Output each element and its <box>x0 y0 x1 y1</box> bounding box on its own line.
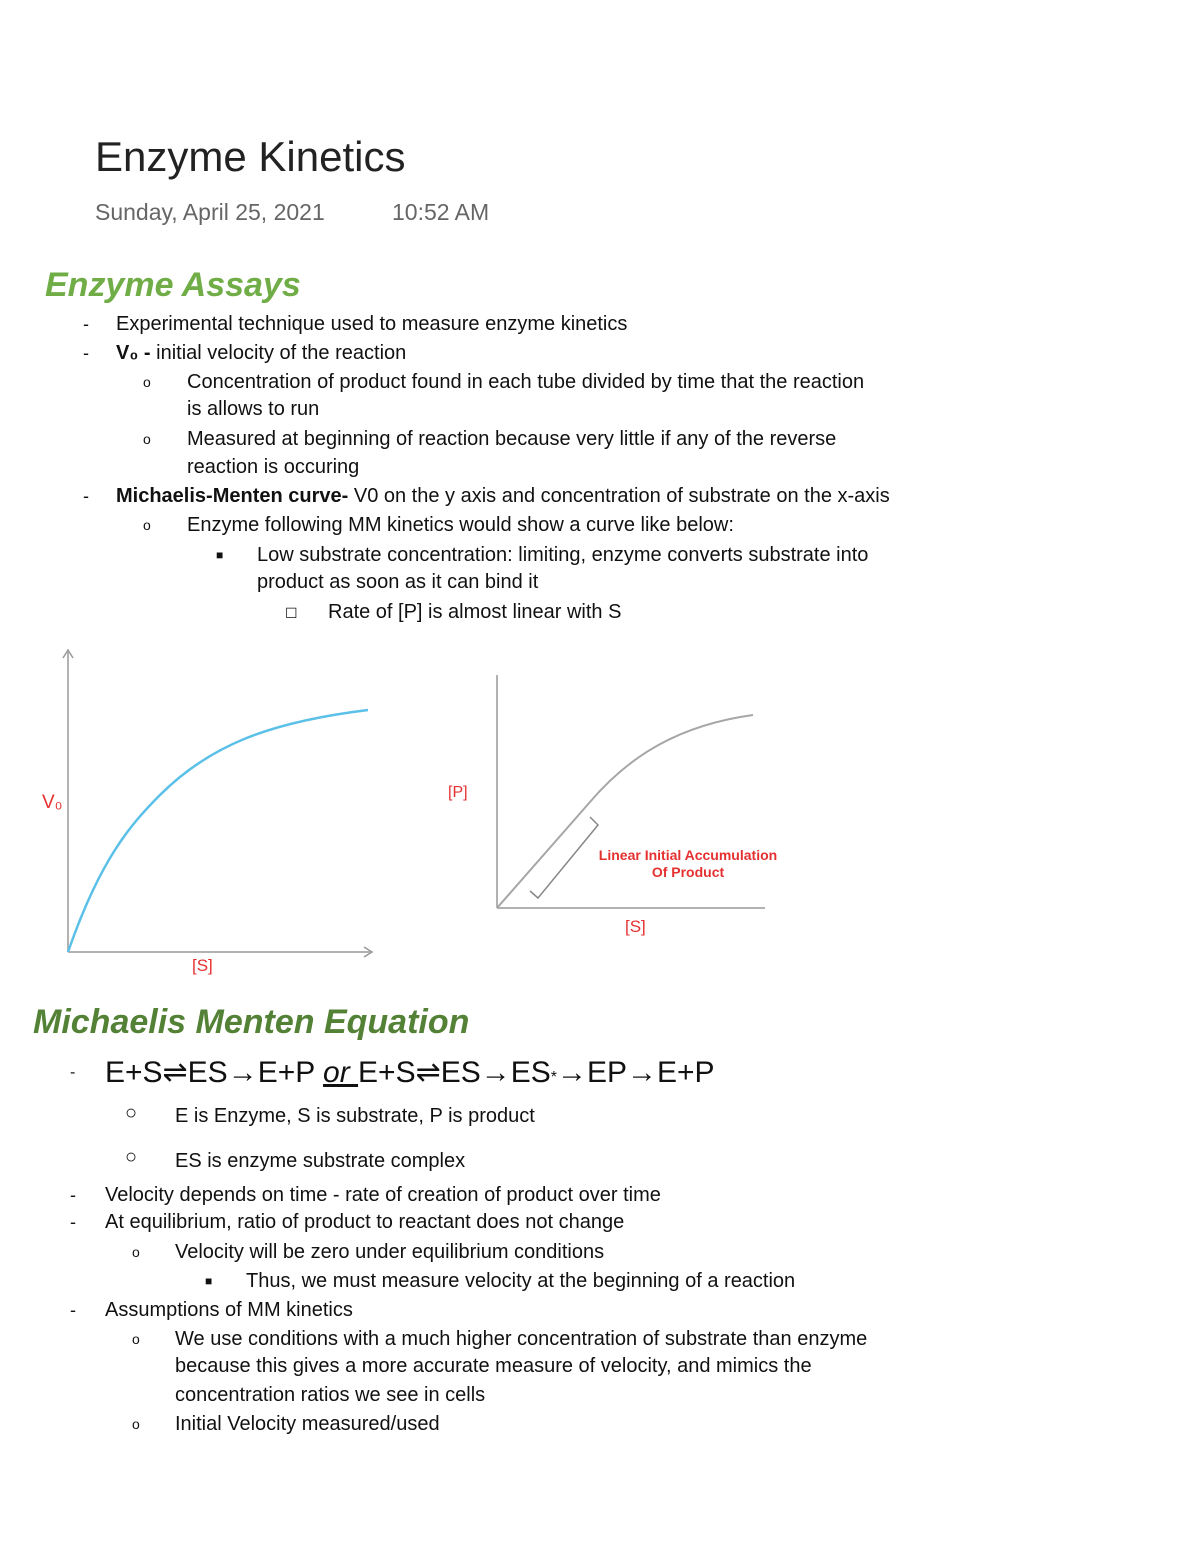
list-item: ES is enzyme substrate complex <box>175 1150 466 1172</box>
list-item: Concentration of product found in each tube divided by time that the reaction <box>187 371 865 393</box>
square-bullet-icon: ■ <box>216 548 224 562</box>
section-heading-enzyme-assays: Enzyme Assays <box>45 266 301 304</box>
circle-bullet-icon: o <box>143 374 151 390</box>
list-item-continuation: concentration ratios we see in cells <box>175 1384 486 1406</box>
list-item-continuation: product as soon as it can bind it <box>257 571 539 593</box>
term-mm-curve: Michaelis-Menten curve- <box>116 485 349 507</box>
list-item <box>116 483 890 509</box>
list-item: We use conditions with a much higher concentration of substrate than enzyme <box>175 1328 868 1350</box>
equation-part: E+S⇌ES→E+P <box>105 1056 324 1089</box>
dash-bullet: - <box>83 314 89 334</box>
list-item-continuation: because this gives a more accurate measure of velocity, and mimics the <box>175 1355 812 1377</box>
list-item: Velocity will be zero under equilibrium conditions <box>175 1241 605 1263</box>
list-item: Initial Velocity measured/used <box>175 1413 440 1435</box>
dash-bullet: - <box>83 343 89 363</box>
list-item: Thus, we must measure velocity at the beginning of a reaction <box>246 1270 796 1292</box>
page-title: Enzyme Kinetics <box>95 133 406 180</box>
section-heading-mm-equation: Michaelis Menten Equation <box>33 1003 470 1041</box>
dash-bullet: - <box>70 1064 76 1081</box>
dash-bullet: - <box>83 486 89 506</box>
dash-bullet: - <box>70 1300 76 1320</box>
list-item: Rate of [P] is almost linear with S <box>328 601 622 623</box>
mm-curve-chart <box>30 640 390 980</box>
x-axis-label: [S] <box>192 956 213 975</box>
list-item-continuation: is allows to run <box>187 398 320 420</box>
circle-bullet-icon: o <box>132 1416 140 1432</box>
list-item: E is Enzyme, S is substrate, P is product <box>175 1105 535 1127</box>
list-item: Experimental technique used to measure enzyme kinetics <box>116 313 628 335</box>
equation-part: E+S⇌ES→ES <box>358 1056 551 1089</box>
y-axis-label: V₀ <box>42 792 63 813</box>
circle-bullet-icon: o <box>132 1331 140 1347</box>
mm-reaction-equation <box>105 1055 715 1096</box>
mm-saturation-curve <box>68 710 368 952</box>
equation-or: or <box>323 1056 359 1089</box>
product-accumulation-chart <box>440 665 800 945</box>
circle-bullet-icon: o <box>143 517 151 533</box>
page-time: 10:52 AM <box>392 199 490 225</box>
annotation-line2: Of Product <box>651 864 725 880</box>
list-item: Enzyme following MM kinetics would show a curve like below: <box>187 514 734 536</box>
list-item: Velocity depends on time - rate of creation of product over time <box>105 1184 661 1206</box>
list-item-continuation: reaction is occuring <box>187 456 360 478</box>
checkbox-bullet-icon: ☐ <box>285 605 298 621</box>
equation-part: →EP→E+P <box>557 1056 715 1089</box>
list-item: Low substrate concentration: limiting, enzyme converts substrate into <box>257 544 869 566</box>
y-axis-label: [P] <box>448 784 468 801</box>
list-item: Assumptions of MM kinetics <box>105 1299 353 1321</box>
dash-bullet: - <box>70 1212 76 1232</box>
circle-bullet-icon: o <box>143 431 151 447</box>
equation-star: * <box>550 1069 557 1086</box>
list-item: Measured at beginning of reaction because very little if any of the reverse <box>187 428 837 450</box>
term-v0: V₀ - <box>116 342 151 364</box>
term-definition: V0 on the y axis and concentration of substrate on the x-axis <box>348 485 890 507</box>
page-date: Sunday, April 25, 2021 <box>95 199 325 225</box>
circle-bullet-icon: ○ <box>125 1102 138 1124</box>
square-bullet-icon: ■ <box>205 1274 213 1288</box>
term-definition: initial velocity of the reaction <box>150 342 407 364</box>
circle-bullet-icon: o <box>132 1244 140 1260</box>
list-item: At equilibrium, ratio of product to reactant does not change <box>105 1211 625 1233</box>
list-item <box>116 340 406 366</box>
dash-bullet: - <box>70 1185 76 1205</box>
circle-bullet-icon: ○ <box>125 1146 138 1168</box>
x-axis-label: [S] <box>625 917 646 936</box>
annotation-line1: Linear Initial Accumulation <box>598 847 778 863</box>
